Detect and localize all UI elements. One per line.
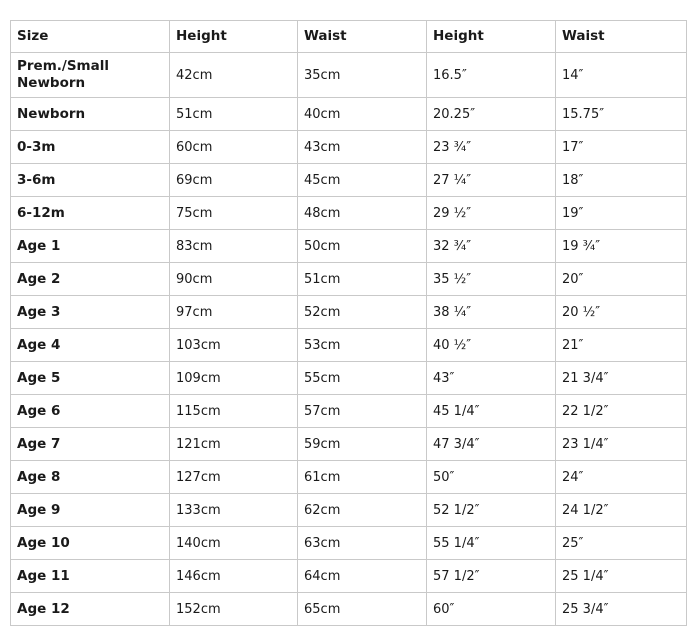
waist-cm-cell: 63cm [298, 527, 427, 560]
height-cm-cell: 146cm [170, 560, 298, 593]
height-in-cell: 32 ¾″ [427, 230, 556, 263]
waist-in-cell: 17″ [556, 131, 687, 164]
height-in-cell: 60″ [427, 593, 556, 626]
table-row [11, 98, 687, 131]
table-row [11, 362, 687, 395]
height-cm-cell: 90cm [170, 263, 298, 296]
waist-cm-cell: 64cm [298, 560, 427, 593]
height-cm-cell: 60cm [170, 131, 298, 164]
header-height-cm: Height [170, 21, 298, 53]
waist-cm-cell: 55cm [298, 362, 427, 395]
size-cell: Age 8 [11, 461, 170, 494]
waist-cm-cell: 53cm [298, 329, 427, 362]
waist-in-cell: 25 3/4″ [556, 593, 687, 626]
waist-cm-cell: 45cm [298, 164, 427, 197]
table-row [11, 527, 687, 560]
header-waist-cm: Waist [298, 21, 427, 53]
size-cell: Newborn [11, 98, 170, 131]
header-size: Size [11, 21, 170, 53]
table-row [11, 461, 687, 494]
height-cm-cell: 51cm [170, 98, 298, 131]
waist-in-cell: 23 1/4″ [556, 428, 687, 461]
waist-cm-cell: 50cm [298, 230, 427, 263]
height-in-cell: 45 1/4″ [427, 395, 556, 428]
height-cm-cell: 133cm [170, 494, 298, 527]
size-cell: Age 12 [11, 593, 170, 626]
size-cell: Age 4 [11, 329, 170, 362]
height-in-cell: 47 3/4″ [427, 428, 556, 461]
waist-cm-cell: 59cm [298, 428, 427, 461]
table-row [11, 164, 687, 197]
height-cm-cell: 121cm [170, 428, 298, 461]
size-cell: Age 1 [11, 230, 170, 263]
height-in-cell: 23 ¾″ [427, 131, 556, 164]
waist-in-cell: 25″ [556, 527, 687, 560]
table-row [11, 197, 687, 230]
height-in-cell: 50″ [427, 461, 556, 494]
waist-cm-cell: 40cm [298, 98, 427, 131]
height-in-cell: 27 ¼″ [427, 164, 556, 197]
waist-cm-cell: 57cm [298, 395, 427, 428]
height-cm-cell: 75cm [170, 197, 298, 230]
waist-cm-cell: 48cm [298, 197, 427, 230]
table-row [11, 494, 687, 527]
waist-in-cell: 24″ [556, 461, 687, 494]
height-in-cell: 35 ½″ [427, 263, 556, 296]
height-in-cell: 29 ½″ [427, 197, 556, 230]
waist-in-cell: 20″ [556, 263, 687, 296]
size-cell: Age 7 [11, 428, 170, 461]
waist-cm-cell: 61cm [298, 461, 427, 494]
height-in-cell: 16.5″ [427, 53, 556, 98]
waist-in-cell: 18″ [556, 164, 687, 197]
height-cm-cell: 152cm [170, 593, 298, 626]
table-row [11, 593, 687, 626]
table-row [11, 395, 687, 428]
size-cell: Age 6 [11, 395, 170, 428]
table-row [11, 560, 687, 593]
height-in-cell: 20.25″ [427, 98, 556, 131]
waist-in-cell: 19 ¾″ [556, 230, 687, 263]
waist-cm-cell: 51cm [298, 263, 427, 296]
waist-cm-cell: 43cm [298, 131, 427, 164]
size-cell: Age 3 [11, 296, 170, 329]
size-cell: 3-6m [11, 164, 170, 197]
height-in-cell: 43″ [427, 362, 556, 395]
waist-in-cell: 19″ [556, 197, 687, 230]
height-cm-cell: 140cm [170, 527, 298, 560]
size-cell: Age 10 [11, 527, 170, 560]
table-header-row [11, 21, 687, 53]
header-waist-in: Waist [556, 21, 687, 53]
size-cell: Age 2 [11, 263, 170, 296]
height-cm-cell: 97cm [170, 296, 298, 329]
table-row [11, 428, 687, 461]
waist-in-cell: 21″ [556, 329, 687, 362]
size-cell: 6-12m [11, 197, 170, 230]
height-in-cell: 57 1/2″ [427, 560, 556, 593]
table-row [11, 131, 687, 164]
waist-cm-cell: 35cm [298, 53, 427, 98]
waist-in-cell: 14″ [556, 53, 687, 98]
size-cell: Age 5 [11, 362, 170, 395]
waist-cm-cell: 62cm [298, 494, 427, 527]
size-cell: 0-3m [11, 131, 170, 164]
waist-in-cell: 15.75″ [556, 98, 687, 131]
height-cm-cell: 83cm [170, 230, 298, 263]
size-cell: Age 9 [11, 494, 170, 527]
table-row [11, 53, 687, 98]
size-chart-table [10, 20, 687, 626]
size-cell: Prem./Small Newborn [11, 53, 170, 98]
table-row [11, 263, 687, 296]
height-in-cell: 40 ½″ [427, 329, 556, 362]
height-cm-cell: 69cm [170, 164, 298, 197]
height-cm-cell: 109cm [170, 362, 298, 395]
size-cell: Age 11 [11, 560, 170, 593]
waist-in-cell: 20 ½″ [556, 296, 687, 329]
height-cm-cell: 127cm [170, 461, 298, 494]
height-cm-cell: 42cm [170, 53, 298, 98]
height-in-cell: 55 1/4″ [427, 527, 556, 560]
waist-cm-cell: 65cm [298, 593, 427, 626]
height-cm-cell: 115cm [170, 395, 298, 428]
height-in-cell: 52 1/2″ [427, 494, 556, 527]
header-height-in: Height [427, 21, 556, 53]
table-row [11, 230, 687, 263]
height-in-cell: 38 ¼″ [427, 296, 556, 329]
waist-in-cell: 22 1/2″ [556, 395, 687, 428]
waist-in-cell: 25 1/4″ [556, 560, 687, 593]
height-cm-cell: 103cm [170, 329, 298, 362]
waist-in-cell: 21 3/4″ [556, 362, 687, 395]
table-row [11, 329, 687, 362]
table-row [11, 296, 687, 329]
waist-cm-cell: 52cm [298, 296, 427, 329]
waist-in-cell: 24 1/2″ [556, 494, 687, 527]
